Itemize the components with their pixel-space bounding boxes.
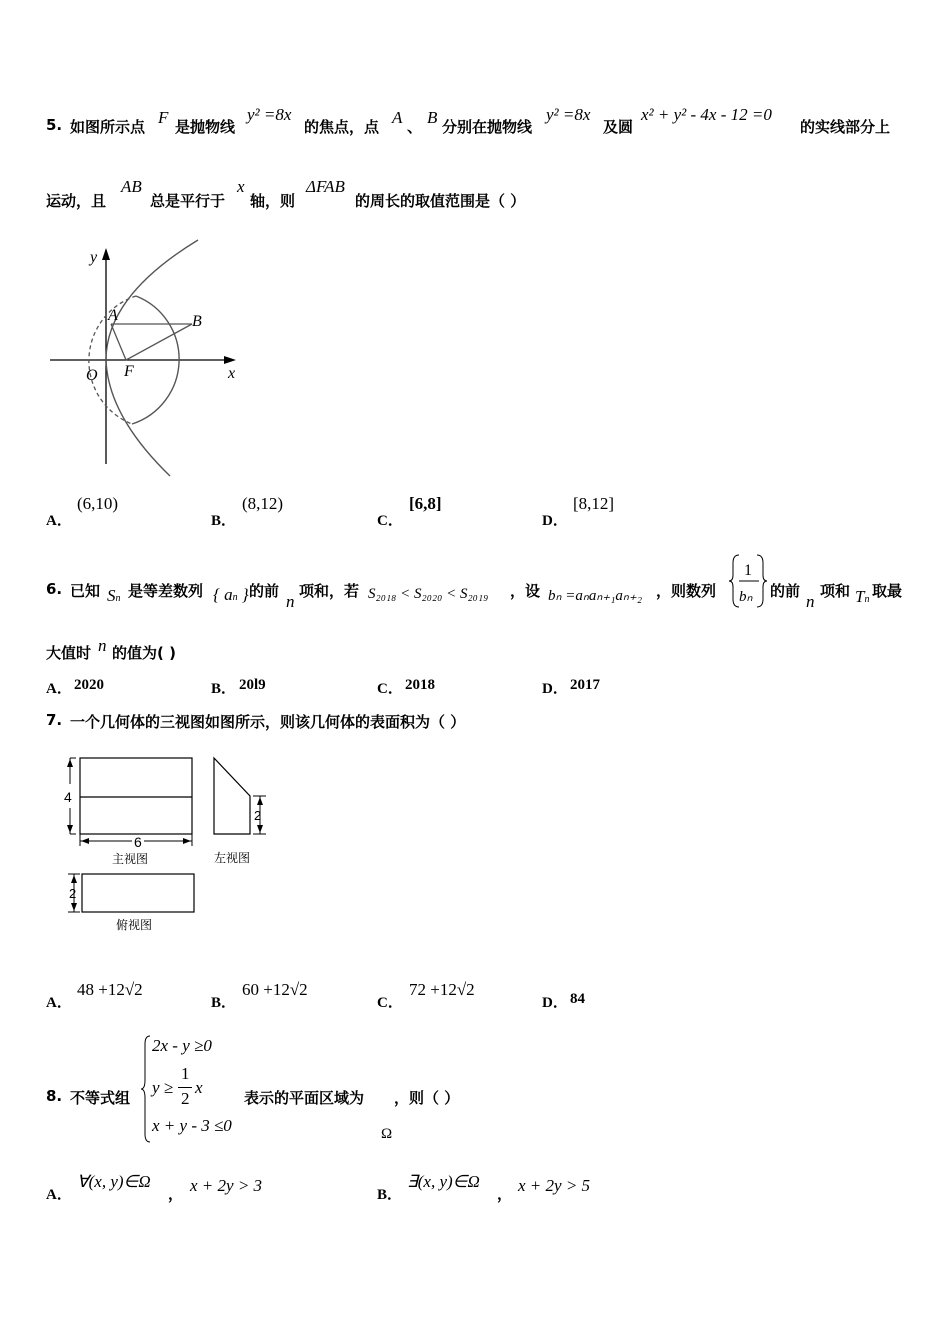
q5-circle-eq: x² + y² - 4x - 12 =0 — [641, 105, 772, 124]
q7-number: 7. — [46, 711, 63, 729]
q8-text-1: 不等式组 — [70, 1089, 131, 1107]
q8-brace-path — [141, 1036, 150, 1142]
q5-triangle: ΔFAB — [306, 177, 345, 196]
q8-option-b-cond: x + 2y > 5 — [518, 1176, 591, 1195]
q7-three-views — [56, 750, 276, 940]
dim-2-side-arrow-down — [257, 825, 263, 833]
q8-number: 8. — [46, 1087, 63, 1105]
q6-option-b-value: 20l9 — [239, 677, 266, 693]
fig-label-x: x — [228, 365, 236, 382]
q5-text-3: 的焦点，点 — [304, 118, 380, 136]
q6-option-a-value: 2020 — [74, 677, 104, 693]
q5-text-5: 及圆 — [603, 118, 634, 136]
q7-option-a-label: A． — [46, 995, 72, 1011]
q6-var-n-3: n — [98, 636, 107, 655]
dim-2-side-label: 2 — [254, 808, 262, 823]
q6-number: 6. — [46, 580, 63, 598]
q8-ineq-2a: y ≥ — [152, 1078, 174, 1097]
q6-S-letter: S — [107, 586, 116, 605]
q8-ineq-3: x + y - 3 ≤0 — [152, 1116, 232, 1135]
q8-option-a-label: A． — [46, 1187, 72, 1203]
q5-parabola-2: y² =8x — [546, 105, 591, 124]
dim-4-arrow-up — [67, 759, 73, 767]
q7-option-b-label: B． — [211, 995, 237, 1011]
q7-option-d-label: D． — [542, 995, 568, 1011]
q6-fraction-den: bₙ — [739, 589, 753, 605]
q7-option-d-value: 84 — [570, 991, 585, 1007]
front-view-rect — [80, 758, 192, 834]
x-axis-arrow — [224, 356, 236, 364]
front-view-caption: 主视图 — [112, 852, 149, 866]
q5-option-d-value: [8,12] — [573, 494, 615, 513]
q5-number: 5. — [46, 116, 63, 134]
q8-ineq-2-den: 2 — [181, 1089, 190, 1108]
q6-inequality: S₂₀₁₈ < S₂₀₂₀ < S₂₀₁₉ — [368, 586, 489, 602]
top-view-caption: 俯视图 — [116, 918, 153, 932]
q8-omega: Ω — [381, 1126, 393, 1142]
q8-text-2: 表示的平面区域为 — [244, 1089, 365, 1107]
q6-text-4: 项和，若 — [299, 582, 360, 600]
q6-a-letter: a — [224, 585, 233, 604]
q6-text-8: 项和 — [820, 582, 851, 600]
q5-option-a-value: (6,10) — [77, 494, 119, 513]
fig-label-B: B — [192, 313, 202, 330]
q5-text-1: 如图所示点 — [70, 118, 146, 136]
q5-var-A: A — [392, 108, 403, 127]
q8-option-b-label: B． — [377, 1187, 403, 1203]
dim-2-top-label: 2 — [69, 886, 77, 901]
q6-text-9: 取最 — [872, 582, 903, 600]
q6-text-7: 的前 — [770, 582, 801, 600]
q5-text-8: 总是平行于 — [150, 192, 226, 210]
q8-ineq-2b: x — [195, 1078, 203, 1097]
fig-label-F: F — [124, 363, 134, 380]
left-view-caption: 左视图 — [214, 851, 251, 865]
q7-option-c-value: 72 +12√2 — [409, 980, 475, 999]
top-view-rect — [82, 874, 194, 912]
dim-2-side-arrow-up — [257, 797, 263, 805]
q7-option-b-value: 60 +12√2 — [242, 980, 308, 999]
q5-var-B: B — [427, 108, 438, 127]
q5-option-c-value: [6,8] — [409, 494, 442, 513]
q6-T-sub: n — [864, 594, 870, 605]
q6-text-2: 是等差数列 — [128, 582, 204, 600]
q8-text-3: ，则（ ） — [394, 1089, 460, 1107]
segment-AF — [111, 324, 126, 360]
q6-option-c-value: 2018 — [405, 677, 435, 693]
q6-option-a-label: A． — [46, 681, 72, 697]
q6-fraction-braces — [729, 553, 769, 609]
q5-option-a-label: A． — [46, 513, 72, 529]
y-axis-arrow — [102, 248, 110, 260]
parabola-curve — [106, 240, 198, 476]
q6-option-b-label: B． — [211, 681, 237, 697]
q8-option-a-cond: x + 2y > 3 — [190, 1176, 263, 1195]
dim-2-top-arrow-up — [71, 875, 77, 883]
q5-var-F: F — [158, 108, 169, 127]
left-view-shape — [214, 758, 250, 834]
dim-6-label: 6 — [134, 834, 142, 850]
q6-option-c-label: C． — [377, 681, 403, 697]
dim-6-arrow-right — [183, 838, 191, 844]
q8-system-brace — [140, 1034, 152, 1144]
q7-option-a-value: 48 +12√2 — [77, 980, 143, 999]
q6-option-d-value: 2017 — [570, 677, 600, 693]
q6-var-T — [855, 587, 869, 607]
q5-option-b-label: B． — [211, 513, 237, 529]
q6-fraction-num: 1 — [744, 562, 752, 579]
q6-text-5: ，设 — [510, 582, 541, 600]
q6-text-11: 的值为( ) — [112, 644, 176, 662]
q6-left-brace — [729, 555, 739, 607]
q8-option-a-quant: ∀(x, y)∈Ω — [77, 1172, 151, 1191]
q6-bn-def: bₙ =aₙaₙ₊₁aₙ₊₂ — [548, 588, 643, 604]
dim-2-top-arrow-down — [71, 903, 77, 911]
dim-4-arrow-down — [67, 825, 73, 833]
q8-ineq-1: 2x - y ≥0 — [152, 1036, 212, 1055]
q8-option-a-comma: ， — [168, 1185, 184, 1203]
q5-var-AB: AB — [121, 177, 142, 196]
q5-sep: 、 — [407, 118, 423, 136]
q8-ineq-2-bar — [178, 1087, 192, 1088]
q6-option-d-label: D． — [542, 681, 568, 697]
segment-FB — [126, 324, 192, 360]
q8-option-b-comma: ， — [497, 1185, 513, 1203]
q6-var-n-2: n — [806, 592, 815, 611]
q6-a-sub: n — [232, 592, 238, 603]
q6-S-sub: n — [115, 593, 121, 604]
q8-ineq-2-num: 1 — [181, 1064, 190, 1083]
fig-label-A: A — [108, 307, 118, 324]
q5-figure — [44, 236, 244, 480]
dim-6-arrow-left — [81, 838, 89, 844]
fig-label-y: y — [90, 249, 98, 266]
q7-option-c-label: C． — [377, 995, 403, 1011]
q6-text-6: ，则数列 — [656, 582, 717, 600]
q8-option-b-quant: ∃(x, y)∈Ω — [407, 1172, 480, 1191]
q6-var-S — [107, 586, 121, 606]
q5-text-4: 分别在抛物线 — [442, 118, 533, 136]
q5-option-d-label: D． — [542, 513, 568, 529]
q5-text-2: 是抛物线 — [175, 118, 236, 136]
q5-option-b-value: (8,12) — [242, 494, 284, 513]
q6-var-n: n — [286, 592, 295, 611]
fig-label-O: O — [86, 367, 98, 384]
q6-text-3: 的前 — [249, 582, 280, 600]
q6-seq-a: { an } — [213, 585, 249, 604]
q6-T-letter: T — [855, 587, 865, 606]
q5-var-x: x — [237, 177, 245, 196]
q6-text-1: 已知 — [70, 582, 101, 600]
q5-text-10: 的周长的取值范围是（ ） — [355, 192, 526, 210]
q5-parabola: y² =8x — [247, 105, 292, 124]
q5-text-6: 的实线部分上 — [800, 118, 891, 136]
q6-text-10: 大值时 — [46, 644, 92, 662]
q5-option-c-label: C． — [377, 513, 403, 529]
q5-text-9: 轴，则 — [250, 192, 296, 210]
q5-text-7: 运动，且 — [46, 192, 107, 210]
q7-text: 一个几何体的三视图如图所示，则该几何体的表面积为（ ） — [70, 713, 466, 731]
dim-4-label: 4 — [64, 789, 72, 805]
